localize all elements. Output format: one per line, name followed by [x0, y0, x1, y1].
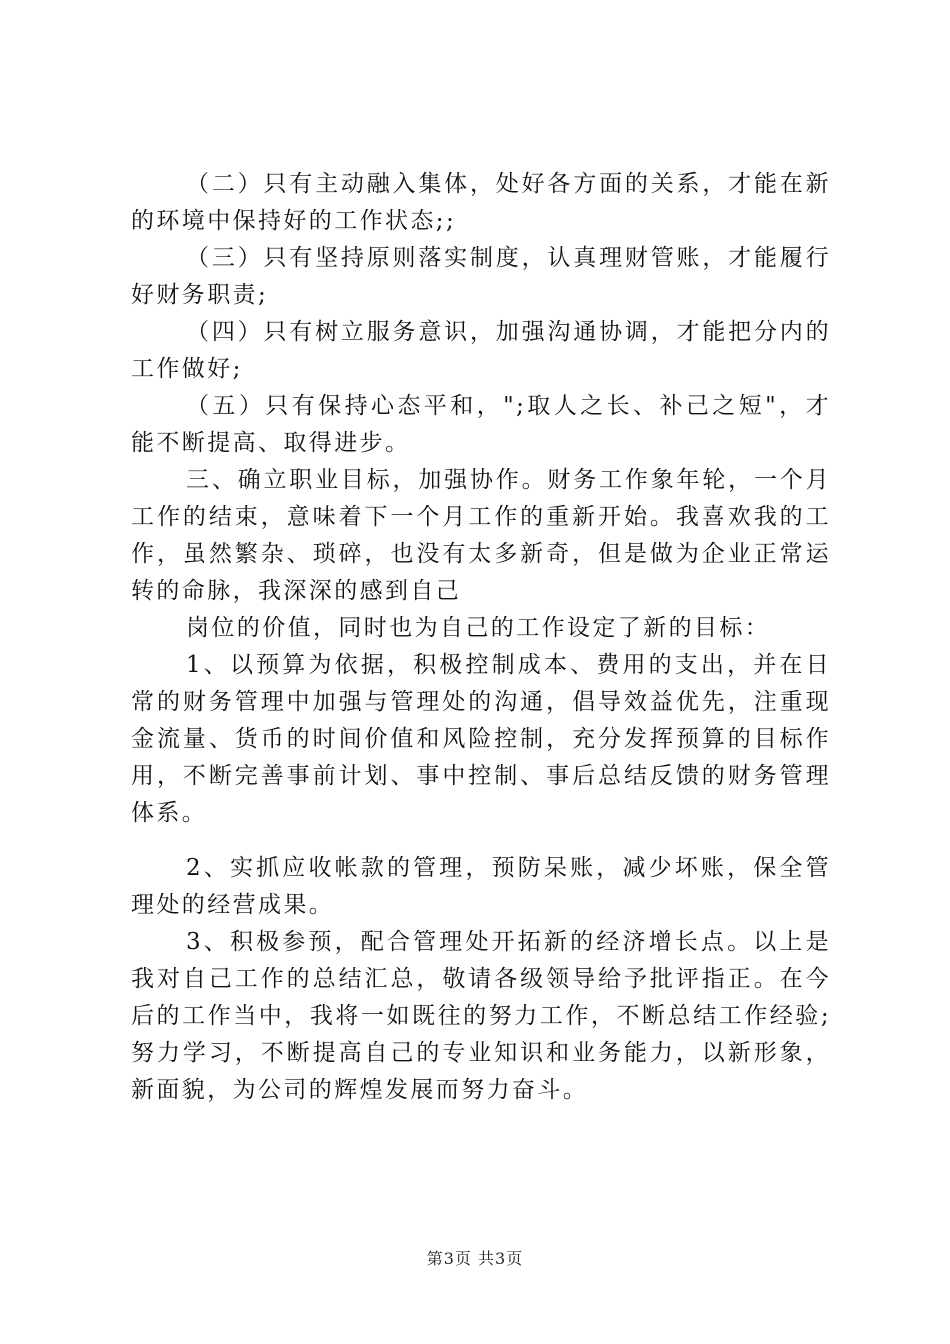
paragraph-2: （二）只有主动融入集体，处好各方面的关系，才能在新的环境中保持好的工作状态;; — [131, 171, 831, 234]
section-3-paragraph: 三、确立职业目标，加强协作。财务工作象年轮，一个月工作的结束，意味着下一个月工作的重新开始。我喜欢我的工作，虽然繁杂、琐碎，也没有太多新奇，但是做为企业正常运转的命脉，我深深的感到自己 — [131, 467, 831, 604]
goal-1-paragraph: 1、以预算为依据，积极控制成本、费用的支出，并在日常的财务管理中加强与管理处的沟通，倡导效益优先，注重现金流量、货币的时间价值和风险控制，充分发挥预算的目标作用，不断完善事前计划、事中控制、事后总结反馈的财务管理体系。 — [131, 652, 831, 826]
paragraph-4: （四）只有树立服务意识，加强沟通协调，才能把分内的工作做好; — [131, 319, 831, 382]
goal-3-paragraph: 3、积极参预，配合管理处开拓新的经济增长点。以上是我对自己工作的总结汇总，敬请各级领导给予批评指正。在今后的工作当中，我将一如既往的努力工作，不断总结工作经验;努力学习，不断提高自己的专业知识和业务能力，以新形象，新面貌，为公司的辉煌发展而努力奋斗。 — [131, 929, 831, 1103]
page-footer: 第3页 共3页 — [426, 1249, 524, 1268]
paragraph-3: （三）只有坚持原则落实制度，认真理财管账，才能履行好财务职责; — [131, 245, 831, 308]
document-body — [131, 166, 831, 1109]
position-value-paragraph: 岗位的价值，同时也为自己的工作设定了新的目标： — [186, 615, 771, 641]
goal-2-paragraph: 2、实抓应收帐款的管理，预防呆账，减少坏账，保全管理处的经营成果。 — [131, 855, 831, 918]
paragraph-5: （五）只有保持心态平和，";取人之长、补己之短"，才能不断提高、取得进步。 — [131, 393, 831, 456]
